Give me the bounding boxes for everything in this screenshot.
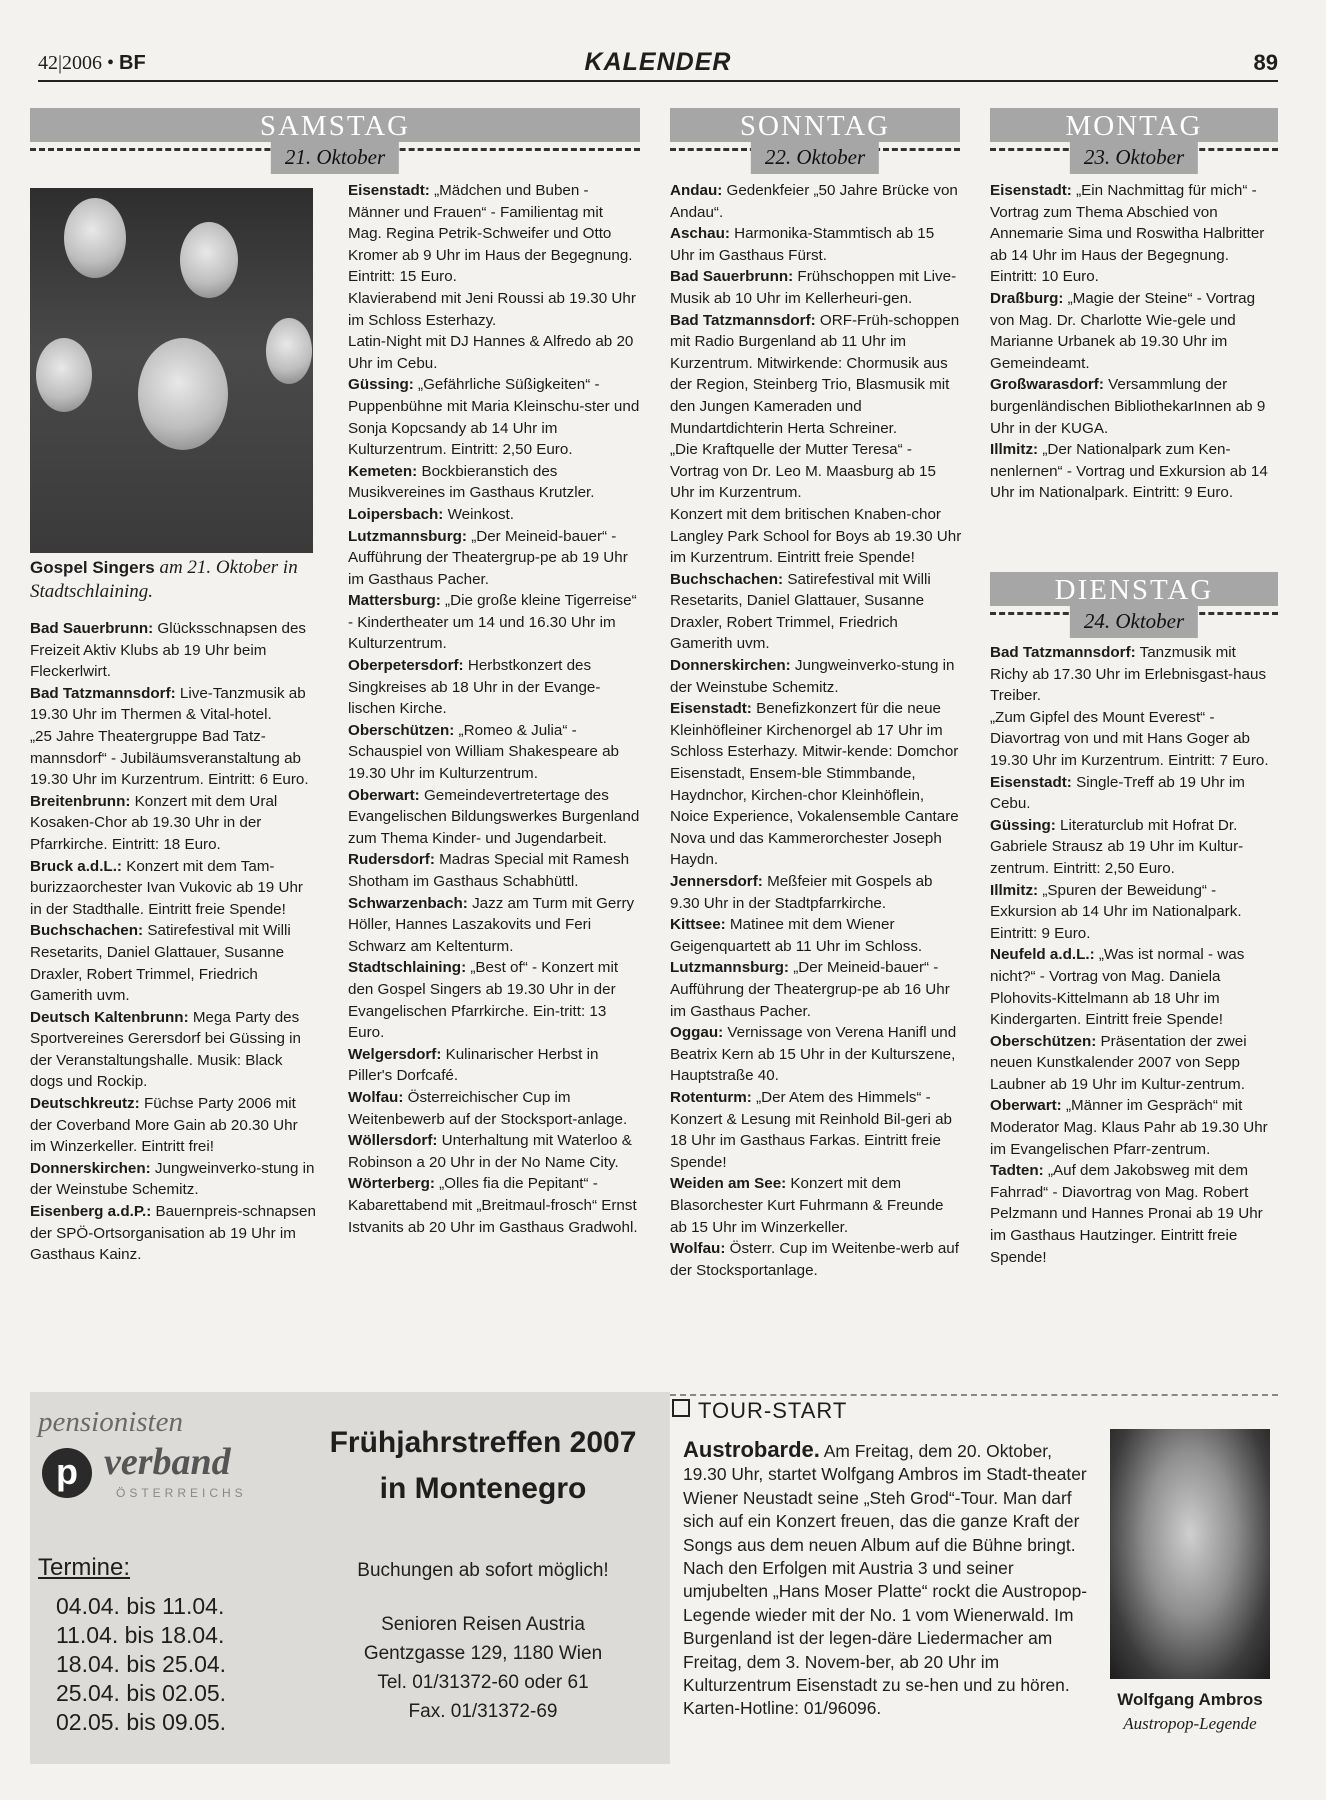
event-entry (670, 655, 962, 698)
event-place: Welgersdorf: (348, 1045, 442, 1063)
event-entry (670, 439, 962, 504)
event-text: „Männer im Gespräch“ mit Moderator Mag. Klaus Pahr ab 19.30 Uhr im Evangelischen Pfarr-zentrum. (990, 1097, 1268, 1158)
event-entry (990, 642, 1278, 707)
event-place: Mattersburg: (348, 592, 441, 610)
ad-termine-label: Termine: (38, 1554, 131, 1581)
ad-date-item: 11.04. bis 18.04. (56, 1622, 225, 1648)
event-text: „Mädchen und Buben - Männer und Frauen“ - Familientag mit Mag. Regina Petrik-Schweifer und Otto Kromer ab 9 Uhr im Haus der Begegnung. Eintritt: 15 Euro. (348, 182, 633, 286)
event-place: Aschau: (670, 225, 730, 243)
event-text: „Spuren der Beweidung“ - Exkursion ab 14 Uhr im Nationalpark. Eintritt: 9 Euro. (990, 881, 1242, 942)
event-entry (30, 1007, 316, 1093)
face-shape (64, 198, 126, 278)
tour-start-heading: TOUR-START (672, 1398, 847, 1424)
face-shape (138, 338, 228, 450)
events-column-montag (990, 180, 1278, 504)
day-date: 21. Oktober (271, 142, 399, 174)
event-place: Oberpetersdorf: (348, 657, 464, 675)
publication-name: BF (119, 52, 146, 74)
gospel-singers-photo (30, 188, 313, 553)
event-entry (30, 856, 316, 921)
event-entry (990, 439, 1278, 504)
event-place: Schwarzenbach: (348, 894, 468, 912)
event-place: Bruck a.d.L.: (30, 857, 122, 875)
event-entry (990, 1160, 1278, 1268)
event-entry (990, 1095, 1278, 1160)
ad-date-item: 18.04. bis 25.04. (56, 1651, 227, 1677)
ad-logo-mark: p (42, 1448, 92, 1498)
event-entry (30, 920, 316, 1006)
event-entry (348, 504, 640, 526)
event-place: Oberschützen: (348, 721, 455, 739)
pensionistenverband-ad (30, 1392, 670, 1764)
event-place: Donnerskirchen: (30, 1159, 151, 1177)
event-text: Weinkost. (443, 505, 514, 523)
event-text: Österr. Cup im Weitenbe-werb auf der Stocksportanlage. (670, 1240, 959, 1279)
event-entry (30, 683, 316, 726)
event-text: Jungweinverko-stung in der Weinstube Schemitz. (670, 657, 955, 696)
event-entry (348, 1173, 640, 1238)
event-entry (670, 1173, 962, 1238)
day-date: 24. Oktober (1070, 606, 1198, 638)
event-entry (348, 720, 640, 785)
event-entry (348, 288, 640, 331)
event-entry (990, 374, 1278, 439)
event-place: Neufeld a.d.L.: (990, 946, 1095, 964)
event-place: Stadtschlaining: (348, 959, 467, 977)
event-text: „Die Kraftquelle der Mutter Teresa“ - Vortrag von Dr. Leo M. Maasburg ab 15 Uhr im Kurzentrum. (670, 441, 936, 502)
section-title: KALENDER (584, 48, 732, 76)
event-entry (670, 504, 962, 569)
photo-caption-role: Austropop-Legende (1123, 1714, 1257, 1733)
event-place: Großwarasdorf: (990, 376, 1104, 394)
event-place: Kemeten: (348, 462, 418, 480)
event-place: Rotenturm: (670, 1088, 752, 1106)
issue-label: 42|2006 • BF (38, 52, 146, 74)
event-entry (990, 815, 1278, 880)
events-column-dienstag (990, 642, 1278, 1268)
event-text: Single-Treff ab 19 Uhr im Cebu. (990, 773, 1245, 813)
event-place: Rudersdorf: (348, 851, 435, 869)
event-place: Wörterberg: (348, 1175, 435, 1193)
event-entry (670, 914, 962, 957)
checkbox-icon (672, 1399, 690, 1417)
wolfgang-ambros-photo (1110, 1429, 1270, 1679)
event-text: Konzert mit dem Tam-burizzaorchester Ivan Vukovic ab 19 Uhr in der Stadthalle. Eintritt freie Spende! (30, 857, 303, 918)
event-entry (670, 569, 962, 655)
event-text: Bockbieranstich des Musikvereines im Gasthaus Krutzler. (348, 462, 595, 502)
event-text: Mega Party des Sportvereines Gerersdorf bei Güssing in der Veranstaltungshalle. Musik: Black dogs und Rockip. (30, 1008, 301, 1091)
event-place: Eisenstadt: (990, 182, 1072, 199)
event-text: „Ein Nachmittag für mich“ - Vortrag zum Thema Abschied von Annemarie Sima und Roswitha Halbritter ab 14 Uhr im Haus der Begegnung. Eintritt: 10 Euro. (990, 182, 1265, 286)
event-entry (670, 223, 962, 266)
day-header-montag (990, 108, 1278, 174)
event-place: Bad Tatzmannsdorf: (30, 684, 176, 702)
event-text: Satirefestival mit Willi Resetarits, Daniel Glattauer, Susanne Draxler, Robert Trimmel, Friedrich Gamerith uvm. (30, 922, 291, 1005)
event-place: Illmitz: (990, 441, 1039, 459)
event-entry (670, 698, 962, 871)
event-place: Bad Tatzmannsdorf: (670, 311, 816, 329)
event-text: ORF-Früh-schoppen mit Radio Burgenland ab 11 Uhr im Kurzentrum. Mitwirkende: Chormusik aus der Region, Steinberg Trio, Blasmusik mit den Jungen Kameraden und Mundartdichterin Herta Schreiner. (670, 311, 960, 437)
event-text: „Der Meineid-bauer“ - Aufführung der Theatergrup-pe ab 16 Uhr im Gasthaus Pacher. (670, 959, 950, 1020)
event-text: „Der Meineid-bauer“ - Aufführung der Theatergrup-pe ab 19 Uhr im Gasthaus Pacher. (348, 527, 628, 588)
event-text: „Magie der Steine“ - Vortrag von Mag. Dr. Charlotte Wie-gele und Marianne Urbanek ab 19.30 Uhr im Gemeindeamt. (990, 289, 1256, 372)
day-name: SONNTAG (670, 108, 960, 142)
event-place: Bad Sauerbrunn: (30, 620, 154, 637)
event-place: Oggau: (670, 1024, 724, 1042)
event-text: Österreichischer Cup im Weitenbewerb auf der Stocksport-anlage. (348, 1088, 628, 1128)
event-place: Bad Tatzmannsdorf: (990, 644, 1136, 661)
event-text: Konzert mit dem Blasorchester Kurt Fuhrmann & Freunde ab 15 Uhr im Winzerkeller. (670, 1175, 944, 1236)
event-entry (348, 461, 640, 504)
event-entry (30, 1158, 316, 1201)
event-text: „Gefährliche Süßigkeiten“ - Puppenbühne mit Maria Kleinschu-ster und Sonja Kopcsandy ab 14 Uhr im Kulturzentrum. Eintritt: 2,50 Euro. (348, 376, 640, 459)
event-text: „Zum Gipfel des Mount Everest“ - Diavortrag von und mit Hans Goger ab 19.30 Uhr im Kurzentrum. Eintritt: 7 Euro. (990, 708, 1269, 769)
photo-caption: Gospel Singers am 21. Oktober in Stadtschlaining. (30, 557, 298, 602)
event-place: Oberwart: (990, 1097, 1062, 1115)
event-text: Live-Tanzmusik ab 19.30 Uhr im Thermen & Vital-hotel. (30, 684, 306, 724)
event-entry (30, 726, 316, 791)
event-text: Konzert mit dem Ural Kosaken-Chor ab 19.30 Uhr in der Pfarrkirche. Eintritt: 18 Euro. (30, 792, 278, 853)
ad-dates (56, 1592, 226, 1737)
event-text: Glücksschnapsen des Freizeit Aktiv Klubs ab 19 Uhr beim Fleckerlwirt. (30, 620, 307, 681)
event-entry (30, 618, 316, 683)
event-entry (30, 1093, 316, 1158)
event-text: Jazz am Turm mit Gerry Höller, Hannes Laszakovits und Feri Schwarz am Keltenturm. (348, 894, 635, 955)
event-place: Eisenstadt: (990, 773, 1072, 791)
event-place: Deutschkreutz: (30, 1095, 140, 1113)
event-text: Vernissage von Verena Hanifl und Beatrix Kern ab 15 Uhr in der Kulturszene, Hauptstraße 40. (670, 1024, 957, 1085)
event-text: Unterhaltung mit Waterloo & Robinson a 20 Uhr in der No Name City. (348, 1132, 632, 1171)
event-entry (990, 707, 1278, 772)
day-header-dienstag (990, 572, 1278, 638)
ad-date-item: 25.04. bis 02.05. (56, 1680, 227, 1706)
ad-booking: Buchungen ab sofort möglich! (357, 1560, 609, 1581)
event-place: Kittsee: (670, 916, 726, 934)
event-entry (670, 1087, 962, 1173)
events-column-samstag-2 (348, 180, 640, 1238)
event-place: Eisenstadt: (670, 700, 752, 718)
event-text: „Der Atem des Himmels“ - Konzert & Lesung mit Reinhold Bil-geri ab 18 Uhr im Gasthaus Farkas. Eintritt freie Spende! (670, 1088, 952, 1171)
event-entry (348, 180, 640, 288)
events-column-samstag-1 (30, 618, 316, 1266)
event-entry (670, 1238, 962, 1281)
event-text: Klavierabend mit Jeni Roussi ab 19.30 Uhr im Schloss Esterhazy. (348, 289, 636, 329)
event-text: „Die große kleine Tigerreise“ - Kindertheater um 14 und 16.30 Uhr im Kulturzentrum. (348, 592, 637, 653)
event-place: Eisenberg a.d.P.: (30, 1203, 152, 1221)
event-entry (348, 655, 640, 720)
event-text: Benefizkonzert für die neue Kleinhöfleiner Kirchenorgel ab 17 Uhr im Schloss Esterhazy. Mitwir-kende: Domchor Eisenstadt, Ensem-ble Stimmbande, Haydnchor, Kirchen-chor Kleinhöflein, Noice Experience, Vokalensemble Cantare Nova und das Kammerorchester Joseph Haydn. (670, 700, 959, 869)
event-place: Deutsch Kaltenbrunn: (30, 1008, 189, 1026)
event-place: Breitenbrunn: (30, 792, 131, 810)
event-text: „Was ist normal - was nicht?“ - Vortrag von Mag. Daniela Plohovits-Kittelmann ab 18 Uhr im Kindergarten. Eintritt freie Spende! (990, 946, 1245, 1029)
day-header-sonntag (670, 108, 960, 174)
ad-logo-text: verband (104, 1441, 231, 1483)
event-text: „Best of“ - Konzert mit den Gospel Singers ab 19.30 Uhr in der Evangelischen Pfarrkirche. Ein-tritt: 13 Euro. (348, 959, 619, 1042)
event-text: Präsentation der zwei neuen Kunstkalender 2007 von Sepp Laubner ab 19 Uhr im Kultur-zentrum. (990, 1032, 1247, 1093)
events-column-sonntag (670, 180, 962, 1281)
ad-logo-text: pensionisten (38, 1406, 183, 1438)
event-text: Tanzmusik mit Richy ab 17.30 Uhr im Erlebnisgast-haus Treiber. (990, 644, 1267, 705)
ad-logo-subtext: ÖSTERREICHS (116, 1486, 247, 1500)
event-text: Kulinarischer Herbst in Piller's Dorfcafé. (348, 1045, 599, 1085)
event-entry (990, 180, 1278, 288)
event-text: Harmonika-Stammtisch ab 15 Uhr im Gasthaus Fürst. (670, 225, 935, 264)
event-entry (30, 1201, 316, 1266)
face-shape (36, 338, 92, 412)
event-entry (348, 526, 640, 591)
event-place: Loipersbach: (348, 505, 444, 523)
event-place: Güssing: (990, 816, 1056, 834)
event-text: Füchse Party 2006 mit der Coverband More Gain ab 20.30 Uhr im Winzerkeller. Eintritt frei! (30, 1095, 298, 1156)
event-place: Lutzmannsburg: (348, 527, 467, 545)
page-number: 89 (1253, 50, 1278, 75)
event-entry (348, 893, 640, 958)
event-text: „Olles fia die Pepitant“ - Kabarettabend mit „Breitmaul-frosch“ Ernst Istvanits ab 20 Uhr im Gasthaus Gradwohl. (348, 1175, 638, 1236)
event-entry (990, 772, 1278, 815)
tour-article: Austrobarde. Am Freitag, dem 20. Oktober, 19.30 Uhr, startet Wolfgang Ambros im Stadt-theater Wiener Neustadt seine „Steh Grod“-Tour. Man darf sich auf ein Konzert freuen, das die ganze Kraft der Songs aus dem neuen Album auf die Bühne bringt. Nach den Erfolgen mit Austria 3 und seiner umjubelten „Hans Moser Platte“ rockt die Austropop-Legende wieder mit der No. 1 vom Wienerwald. Im Burgenland ist der legen-däre Liedermacher am Freitag, dem 3. Novem-ber, ab 20 Uhr im Kulturzentrum Eisenstadt zu se-hen und zu hören. Karten-Hotline: 01/96096. (683, 1437, 1088, 1719)
event-text: Satirefestival mit Willi Resetarits, Daniel Glattauer, Susanne Draxler, Robert Trimmel, Friedrich Gamerith uvm. (670, 570, 931, 653)
day-date: 23. Oktober (1070, 142, 1198, 174)
event-text: Konzert mit dem britischen Knaben-chor Langley Park School for Boys ab 19.30 Uhr im Kurzentrum. Eintritt freie Spende! (670, 505, 962, 567)
event-text: Madras Special mit Ramesh Shotham im Gasthaus Schabhüttl. (348, 851, 630, 890)
divider (670, 1394, 1278, 1396)
event-text: „Der Nationalpark zum Ken-nenlernen“ - Vortrag und Exkursion ab 14 Uhr im Nationalpark. Eintritt: 9 Euro. (990, 441, 1268, 502)
event-entry (348, 849, 640, 892)
photo-caption-name: Wolfgang Ambros (1117, 1690, 1263, 1709)
event-text: Versammlung der burgenländischen BibliothekarInnen ab 9 Uhr in der KUGA. (990, 376, 1266, 437)
event-entry (670, 266, 962, 309)
event-place: Bad Sauerbrunn: (670, 268, 794, 286)
ad-date-item: 02.05. bis 09.05. (56, 1709, 227, 1735)
event-text: Frühschoppen mit Live-Musik ab 10 Uhr im Kellerheuri-gen. (670, 268, 957, 307)
event-entry (990, 288, 1278, 374)
event-text: Meßfeier mit Gospels ab 9.30 Uhr in der Stadtpfarrkirche. (670, 873, 933, 912)
event-place: Wolfau: (348, 1088, 404, 1106)
face-shape (180, 222, 238, 298)
event-entry (670, 957, 962, 1022)
event-text: „Romeo & Julia“ - Schauspiel von William Shakespeare ab 19.30 Uhr im Kulturzentrum. (348, 721, 619, 783)
event-entry (348, 1130, 640, 1173)
event-place: Buchschachen: (670, 570, 784, 588)
event-entry (348, 331, 640, 374)
event-entry (990, 880, 1278, 945)
event-place: Andau: (670, 182, 723, 199)
event-place: Draßburg: (990, 289, 1064, 307)
face-shape (266, 318, 312, 384)
event-entry (670, 180, 962, 223)
event-text: Gedenkfeier „50 Jahre Brücke von Andau“. (670, 182, 958, 221)
event-place: Wolfau: (670, 1240, 726, 1258)
event-text: Literaturclub mit Hofrat Dr. Gabriele Strausz ab 19 Uhr im Kultur-zentrum. Eintritt: 2,50 Euro. (990, 816, 1244, 877)
event-text: Jungweinverko-stung in der Weinstube Schemitz. (30, 1159, 315, 1199)
event-place: Tadten: (990, 1162, 1044, 1180)
event-place: Donnerskirchen: (670, 657, 791, 675)
event-text: „Auf dem Jakobsweg mit dem Fahrrad“ - Diavortrag von Mag. Robert Pelzmann und Hannes Pronai ab 19 Uhr im Gasthaus Hautzinger. Eintritt freie Spende! (990, 1162, 1263, 1266)
event-place: Oberschützen: (990, 1032, 1097, 1050)
event-entry (990, 1031, 1278, 1096)
event-text: Matinee mit dem Wiener Geigenquartett ab 11 Uhr im Schloss. (670, 916, 923, 955)
event-entry (348, 590, 640, 655)
event-place: Eisenstadt: (348, 182, 430, 199)
event-place: Weiden am See: (670, 1175, 787, 1193)
event-text: Gemeindevertretertage des Evangelischen Bildungswerkes Burgenland zum Thema Kinder- und Jugendarbeit. (348, 786, 640, 847)
ad-title: Frühjahrstreffen 2007 in Montenegro (329, 1426, 637, 1505)
day-name: SAMSTAG (30, 108, 640, 142)
day-name: DIENSTAG (990, 572, 1278, 606)
event-entry (348, 1044, 640, 1087)
ad-date-item: 04.04. bis 11.04. (56, 1593, 225, 1619)
event-text: Bauernpreis-schnapsen der SPÖ-Ortsorganisation ab 19 Uhr im Gasthaus Kainz. (30, 1203, 316, 1264)
event-place: Wöllersdorf: (348, 1132, 438, 1150)
event-place: Jennersdorf: (670, 873, 763, 890)
event-place: Lutzmannsburg: (670, 959, 789, 977)
event-entry (30, 791, 316, 856)
event-text: Latin-Night mit DJ Hannes & Alfredo ab 20 Uhr im Cebu. (348, 333, 634, 372)
event-place: Buchschachen: (30, 922, 144, 940)
event-entry (348, 1087, 640, 1130)
day-name: MONTAG (990, 108, 1278, 142)
day-date: 22. Oktober (751, 142, 879, 174)
ad-address: Senioren Reisen Austria Gentzgasse 129, 1180 Wien Tel. 01/31372-60 oder 61 Fax. 01/31372-69 (363, 1614, 603, 1722)
event-entry (670, 871, 962, 914)
event-entry (670, 310, 962, 440)
event-entry (348, 957, 640, 1043)
event-entry (348, 374, 640, 460)
event-place: Güssing: (348, 376, 414, 394)
event-place: Oberwart: (348, 786, 420, 804)
event-entry (990, 944, 1278, 1030)
event-entry (348, 785, 640, 850)
event-text: „25 Jahre Theatergruppe Bad Tatz-mannsdorf“ - Jubiläumsveranstaltung ab 19.30 Uhr im Kurzentrum. Eintritt: 6 Euro. (30, 727, 309, 789)
event-entry (670, 1022, 962, 1087)
event-place: Illmitz: (990, 881, 1039, 899)
event-text: Herbstkonzert des Singkreises ab 18 Uhr in der Evange-lischen Kirche. (348, 657, 601, 718)
page-header (38, 46, 1278, 82)
day-header-samstag (30, 108, 640, 174)
